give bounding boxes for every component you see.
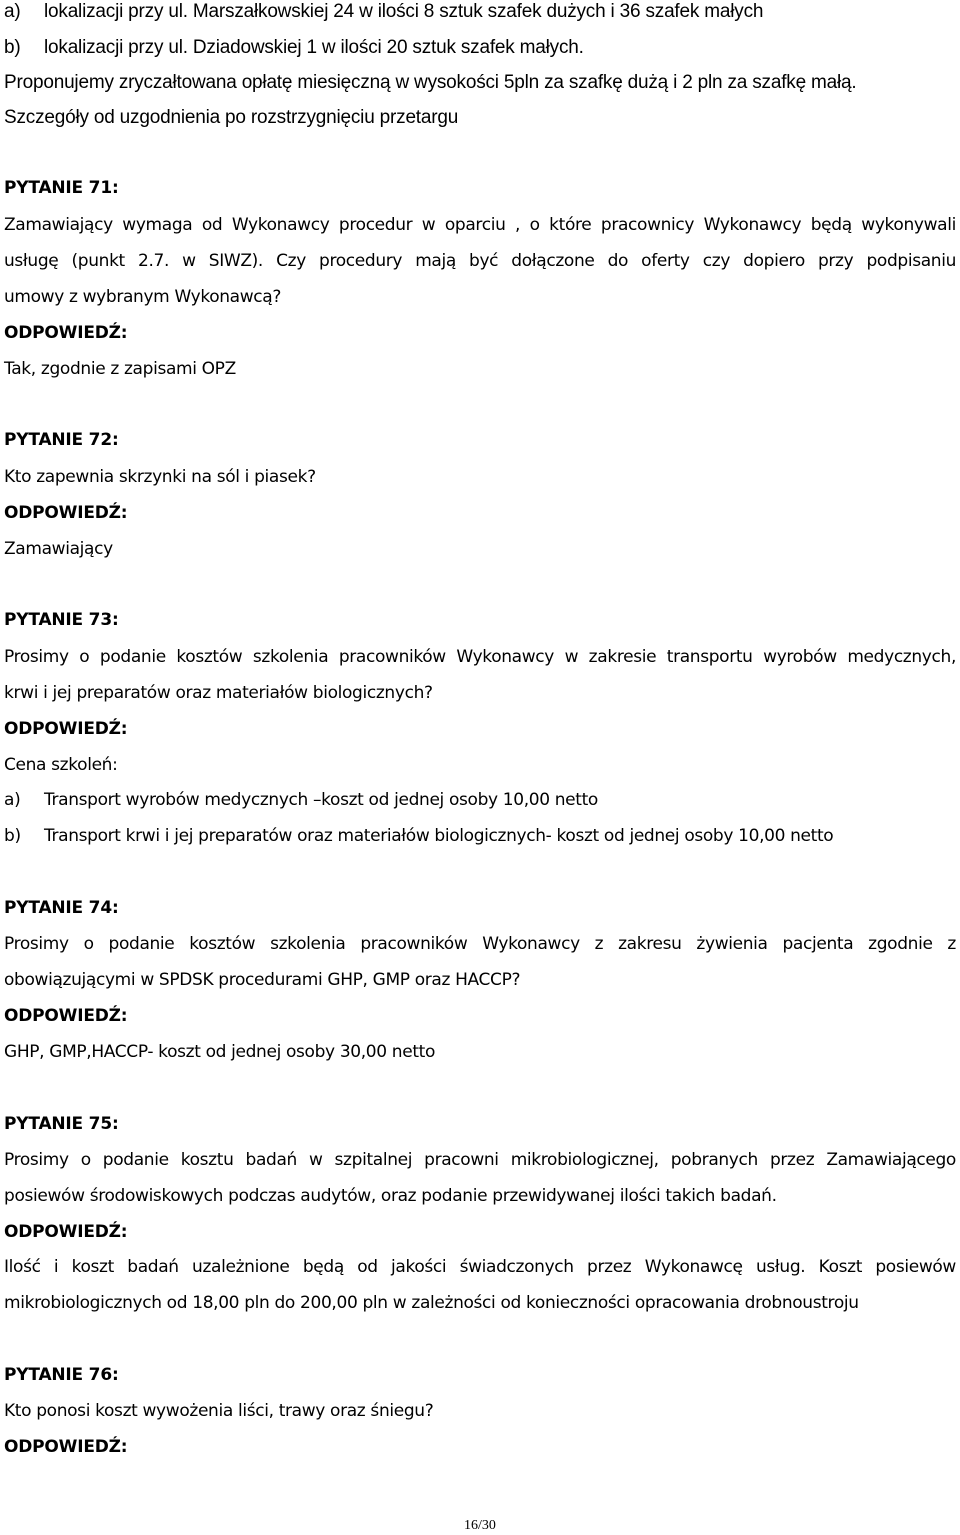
question-76-heading: PYTANIE 76: (4, 1365, 119, 1385)
intro-item-a (4, 1, 956, 23)
intro-fee-text: Proponujemy zryczałtowana opłatę miesięczną w wysokości 5pln za szafkę dużą i 2 pln za szafkę małą. (4, 72, 857, 93)
answer-76-label: ODPOWIEDŹ: (4, 1437, 128, 1457)
answer-73-item-b-label: b) (4, 826, 21, 846)
answer-73-item-b (4, 826, 956, 846)
answer-73-item-a-text: Transport wyrobów medycznych –koszt od jednej osoby 10,00 netto (44, 790, 598, 810)
question-73-text-line-1: Prosimy o podanie kosztów szkolenia pracowników Wykonawcy w zakresie transportu wyrobów medycznych, (4, 647, 956, 667)
question-72-heading: PYTANIE 72: (4, 430, 119, 450)
question-75-heading: PYTANIE 75: (4, 1114, 119, 1134)
answer-72-label: ODPOWIEDŹ: (4, 503, 128, 523)
answer-75-text-line-2: mikrobiologicznych od 18,00 pln do 200,00 pln w zależności od konieczności opracowania drobnoustroju (4, 1293, 859, 1313)
answer-73-label: ODPOWIEDŹ: (4, 719, 128, 739)
answer-74-text: GHP, GMP,HACCP- koszt od jednej osoby 30,00 netto (4, 1042, 436, 1062)
answer-73-item-b-text: Transport krwi i jej preparatów oraz materiałów biologicznych- koszt od jednej osoby 10,00 netto (44, 826, 834, 846)
answer-75-label: ODPOWIEDŹ: (4, 1222, 128, 1242)
answer-72-text: Zamawiający (4, 539, 113, 559)
question-73-text-line-2: krwi i jej preparatów oraz materiałów biologicznych? (4, 683, 433, 703)
question-71-text-line-3: umowy z wybranym Wykonawcą? (4, 287, 282, 307)
question-74-text-line-1: Prosimy o podanie kosztów szkolenia pracowników Wykonawcy z zakresu żywienia pacjenta zgodnie z (4, 934, 956, 954)
intro-item-b (4, 37, 956, 59)
question-71-text-line-2: usługę (punkt 2.7. w SIWZ). Czy procedury mają być dołączone do oferty czy dopiero przy podpisaniu (4, 251, 956, 271)
question-73-heading: PYTANIE 73: (4, 610, 119, 630)
page-number: 16/30 (464, 1518, 496, 1533)
question-74-heading: PYTANIE 74: (4, 898, 119, 918)
answer-74-label: ODPOWIEDŹ: (4, 1006, 128, 1026)
answer-73-item-a-label: a) (4, 790, 21, 810)
question-72-text: Kto zapewnia skrzynki na sól i piasek? (4, 467, 316, 487)
intro-details-text: Szczegóły od uzgodnienia po rozstrzygnięciu przetargu (4, 107, 459, 128)
question-74-text-line-2: obowiązującymi w SPDSK procedurami GHP, GMP oraz HACCP? (4, 970, 521, 990)
answer-73-item-a (4, 790, 956, 810)
intro-item-a-text: lokalizacji przy ul. Marszałkowskiej 24 w ilości 8 sztuk szafek dużych i 36 szafek małych (44, 1, 764, 22)
intro-item-b-text: lokalizacji przy ul. Dziadowskiej 1 w ilości 20 sztuk szafek małych. (44, 37, 584, 58)
question-76-text: Kto ponosi koszt wywożenia liści, trawy oraz śniegu? (4, 1401, 434, 1421)
answer-71-label: ODPOWIEDŹ: (4, 323, 128, 343)
question-75-text-line-1: Prosimy o podanie kosztu badań w szpitalnej pracowni mikrobiologicznej, pobranych przez Zamawiającego (4, 1150, 956, 1170)
answer-71-text: Tak, zgodnie z zapisami OPZ (4, 359, 236, 379)
intro-item-a-label: a) (4, 1, 21, 22)
question-75-text-line-2: posiewów środowiskowych podczas audytów, oraz podanie przewidywanej ilości takich badań. (4, 1186, 777, 1206)
answer-75-text-line-1: Ilość i koszt badań uzależnione będą od jakości świadczonych przez Wykonawcę usług. Koszt posiewów (4, 1257, 956, 1277)
intro-item-b-label: b) (4, 37, 21, 58)
question-71-heading: PYTANIE 71: (4, 178, 119, 198)
question-71-text-line-1: Zamawiający wymaga od Wykonawcy procedur w oparciu , o które pracownicy Wykonawcy będą wykonywali (4, 215, 956, 235)
answer-73-intro: Cena szkoleń: (4, 755, 118, 775)
